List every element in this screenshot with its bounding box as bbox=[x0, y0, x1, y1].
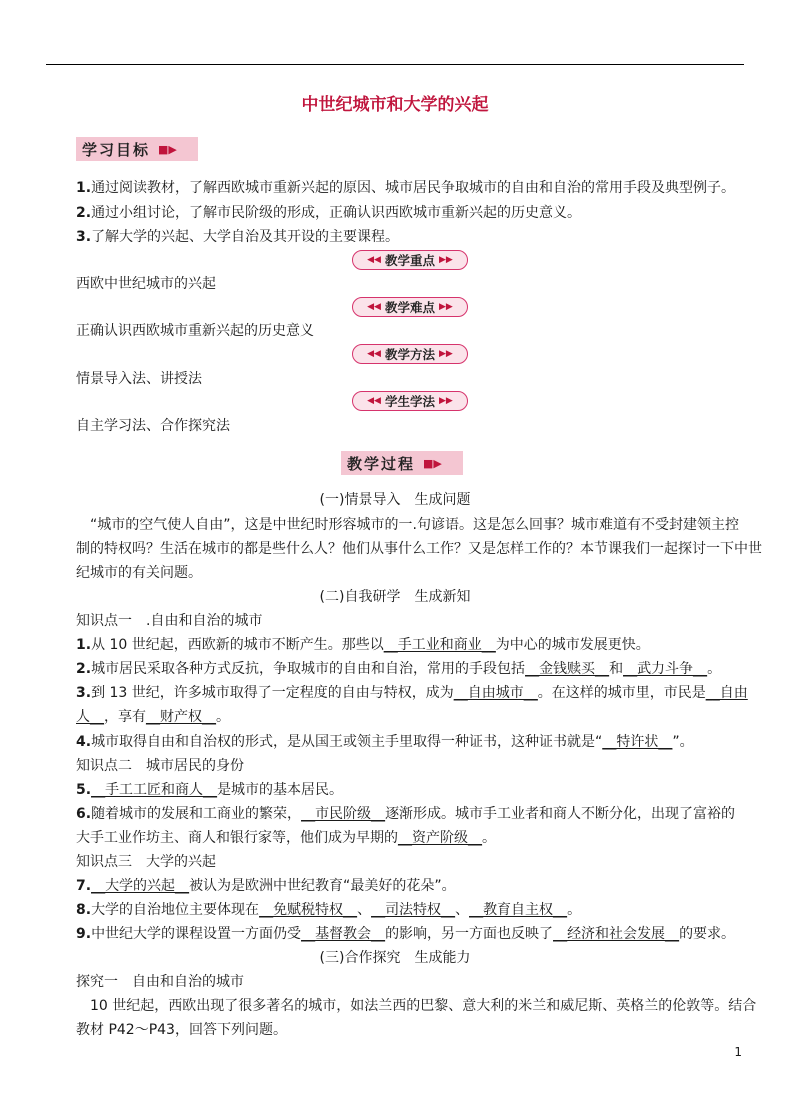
q-text: 城市居民采取各种方式反抗，争取城市的自由和自治，常用的手段包括 bbox=[91, 661, 526, 677]
part3-heading: (三)合作探究 生成能力 bbox=[319, 950, 471, 966]
key-point-text: 西欧中世纪城市的兴起 bbox=[76, 276, 216, 292]
part2-heading: (二)自我研学 生成新知 bbox=[319, 589, 471, 605]
question-6-cont bbox=[76, 827, 748, 847]
q-answer: __特许状__ bbox=[602, 734, 673, 750]
knowledge-point-2: 知识点二 城市居民的身份 bbox=[76, 758, 244, 774]
arrow-icon: ■▶ bbox=[158, 142, 177, 156]
question-9 bbox=[76, 923, 748, 943]
q-answer: __财产权__ bbox=[146, 709, 216, 725]
question-7 bbox=[76, 875, 748, 895]
objective-number: 3. bbox=[76, 229, 92, 245]
process-heading-label: 教学过程 bbox=[347, 454, 416, 473]
ornament-icon: ◀◀ bbox=[367, 255, 381, 265]
method-tag bbox=[352, 344, 468, 364]
q-answer: __市民阶级__ bbox=[301, 806, 386, 822]
q-answer: __大学的兴起__ bbox=[91, 878, 190, 894]
q-text: 城市取得自由和自治权的形式，是从国王或领主手里取得一种证书，这种证书就是“ bbox=[91, 734, 603, 750]
page-number: 1 bbox=[734, 1045, 742, 1059]
q-answer: __自由 bbox=[705, 685, 748, 701]
ornament-icon: ◀◀ bbox=[367, 302, 381, 312]
q-num: 7. bbox=[76, 878, 92, 894]
question-3 bbox=[76, 682, 748, 702]
difficulty-text: 正确认识西欧城市重新兴起的历史意义 bbox=[76, 323, 314, 339]
ornament-icon: ▶▶ bbox=[439, 396, 453, 406]
key-point-tag bbox=[352, 250, 468, 270]
q-text: ”。 bbox=[672, 734, 694, 750]
q-text: 。 bbox=[567, 902, 582, 918]
ornament-icon: ◀◀ bbox=[367, 396, 381, 406]
key-point-label: 教学重点 bbox=[384, 253, 435, 268]
q-num: 4. bbox=[76, 734, 92, 750]
q-answer: __手工业和商业__ bbox=[383, 637, 496, 653]
q-num: 5. bbox=[76, 782, 92, 798]
q-text: 为中心的城市发展更快。 bbox=[495, 637, 650, 653]
ornament-icon: ▶▶ bbox=[439, 302, 453, 312]
q-text: 。在这样的城市里，市民是 bbox=[537, 685, 706, 701]
difficulty-tag bbox=[352, 297, 468, 317]
part3-para-line: 10 世纪起，西欧出现了很多著名的城市，如法兰西的巴黎、意大利的米兰和威尼斯、英格兰的伦敦等。结合 bbox=[90, 998, 757, 1014]
q-num: 8. bbox=[76, 902, 92, 918]
objective-2 bbox=[76, 202, 748, 222]
part1-para-line: “城市的空气使人自由”，这是中世纪时形容城市的一.句谚语。这是怎么回事？城市难道有不受封建领主控 bbox=[90, 517, 739, 533]
ornament-icon: ▶▶ bbox=[439, 255, 453, 265]
q-answer: __金钱赎买__ bbox=[525, 661, 610, 677]
objectives-heading bbox=[76, 137, 198, 161]
q-num: 6. bbox=[76, 806, 92, 822]
objective-1 bbox=[76, 177, 748, 197]
question-1 bbox=[76, 634, 748, 654]
q-text: 大手工业作坊主、商人和银行家等，他们成为早期的 bbox=[76, 830, 398, 846]
q-text: 。 bbox=[216, 709, 230, 725]
question-8 bbox=[76, 899, 748, 919]
q-answer: __免赋税特权__ bbox=[259, 902, 358, 918]
q-num: 9. bbox=[76, 926, 92, 942]
header-rule bbox=[46, 64, 744, 65]
learning-tag bbox=[352, 391, 468, 411]
q-text: 、 bbox=[455, 902, 470, 918]
q-text: 是城市的基本居民。 bbox=[217, 782, 344, 798]
objectives-heading-label: 学习目标 bbox=[82, 140, 151, 159]
objective-number: 1. bbox=[76, 180, 92, 196]
arrow-icon: ■▶ bbox=[423, 456, 442, 470]
objective-text: 通过小组讨论，了解市民阶级的形成，正确认识西欧城市重新兴起的历史意义。 bbox=[91, 205, 582, 221]
question-2 bbox=[76, 658, 748, 678]
objective-number: 2. bbox=[76, 205, 92, 221]
difficulty-label: 教学难点 bbox=[384, 300, 435, 315]
q-text: 被认为是欧洲中世纪教育“最美好的花朵”。 bbox=[189, 878, 456, 894]
q-text: 。 bbox=[482, 830, 496, 846]
knowledge-point-1: 知识点一 .自由和自治的城市 bbox=[76, 613, 263, 629]
part1-para-line: 制的特权吗？生活在城市的都是些什么人？他们从事什么工作？又是怎样工作的？本节课我们一起探讨一下中世 bbox=[76, 541, 762, 557]
question-5 bbox=[76, 779, 748, 799]
page-title: 中世纪城市和大学的兴起 bbox=[301, 95, 489, 115]
q-text: 。 bbox=[707, 661, 722, 677]
q-text: 中世纪大学的课程设置一方面仍受 bbox=[91, 926, 302, 942]
q-text: 到 13 世纪，许多城市取得了一定程度的自由与特权，成为 bbox=[91, 685, 454, 701]
q-text: 、 bbox=[357, 902, 372, 918]
q-answer: __资产阶级__ bbox=[398, 830, 482, 846]
q-num: 3. bbox=[76, 685, 92, 701]
q-text: 和 bbox=[609, 661, 624, 677]
learning-label: 学生学法 bbox=[384, 394, 435, 409]
question-3-cont bbox=[76, 706, 748, 726]
objective-text: 通过阅读教材，了解西欧城市重新兴起的原因、城市居民争取城市的自由和自治的常用手段及典型例子。 bbox=[91, 180, 736, 196]
method-label: 教学方法 bbox=[384, 347, 435, 362]
q-text: 随着城市的发展和工商业的繁荣， bbox=[91, 806, 302, 822]
question-6 bbox=[76, 803, 748, 823]
q-text: 的要求。 bbox=[679, 926, 736, 942]
objective-3 bbox=[76, 226, 748, 246]
ornament-icon: ▶▶ bbox=[439, 349, 453, 359]
knowledge-point-3: 知识点三 大学的兴起 bbox=[76, 854, 216, 870]
q-answer: __基督教会__ bbox=[301, 926, 386, 942]
q-answer: __教育自主权__ bbox=[469, 902, 568, 918]
q-answer: __武力斗争__ bbox=[623, 661, 708, 677]
method-text: 情景导入法、讲授法 bbox=[76, 371, 202, 387]
q-text: 大学的自治地位主要体现在 bbox=[91, 902, 260, 918]
q-answer: __自由城市__ bbox=[453, 685, 538, 701]
q-text: 的影响，另一方面也反映了 bbox=[385, 926, 554, 942]
process-heading bbox=[341, 451, 463, 475]
part3-para-line: 教材 P42～P43，回答下列问题。 bbox=[76, 1022, 287, 1038]
q-num: 1. bbox=[76, 637, 92, 653]
q-text: 逐渐形成。城市手工业者和商人不断分化，出现了富裕的 bbox=[385, 806, 736, 822]
q-text: ，享有 bbox=[104, 709, 146, 725]
q-answer: __司法特权__ bbox=[371, 902, 456, 918]
q-answer: __经济和社会发展__ bbox=[553, 926, 680, 942]
inquiry-1: 探究一 自由和自治的城市 bbox=[76, 974, 244, 990]
part1-para-line: 纪城市的有关问题。 bbox=[76, 565, 202, 581]
learning-text: 自主学习法、合作探究法 bbox=[76, 418, 230, 434]
q-num: 2. bbox=[76, 661, 92, 677]
q-answer: __手工工匠和商人__ bbox=[91, 782, 218, 798]
objective-text: 了解大学的兴起、大学自治及其开设的主要课程。 bbox=[91, 229, 400, 245]
q-text: 从 10 世纪起，西欧新的城市不断产生。那些以 bbox=[91, 637, 384, 653]
ornament-icon: ◀◀ bbox=[367, 349, 381, 359]
question-4 bbox=[76, 731, 748, 751]
q-answer: 人__ bbox=[76, 709, 104, 725]
part1-heading: (一)情景导入 生成问题 bbox=[319, 492, 471, 508]
